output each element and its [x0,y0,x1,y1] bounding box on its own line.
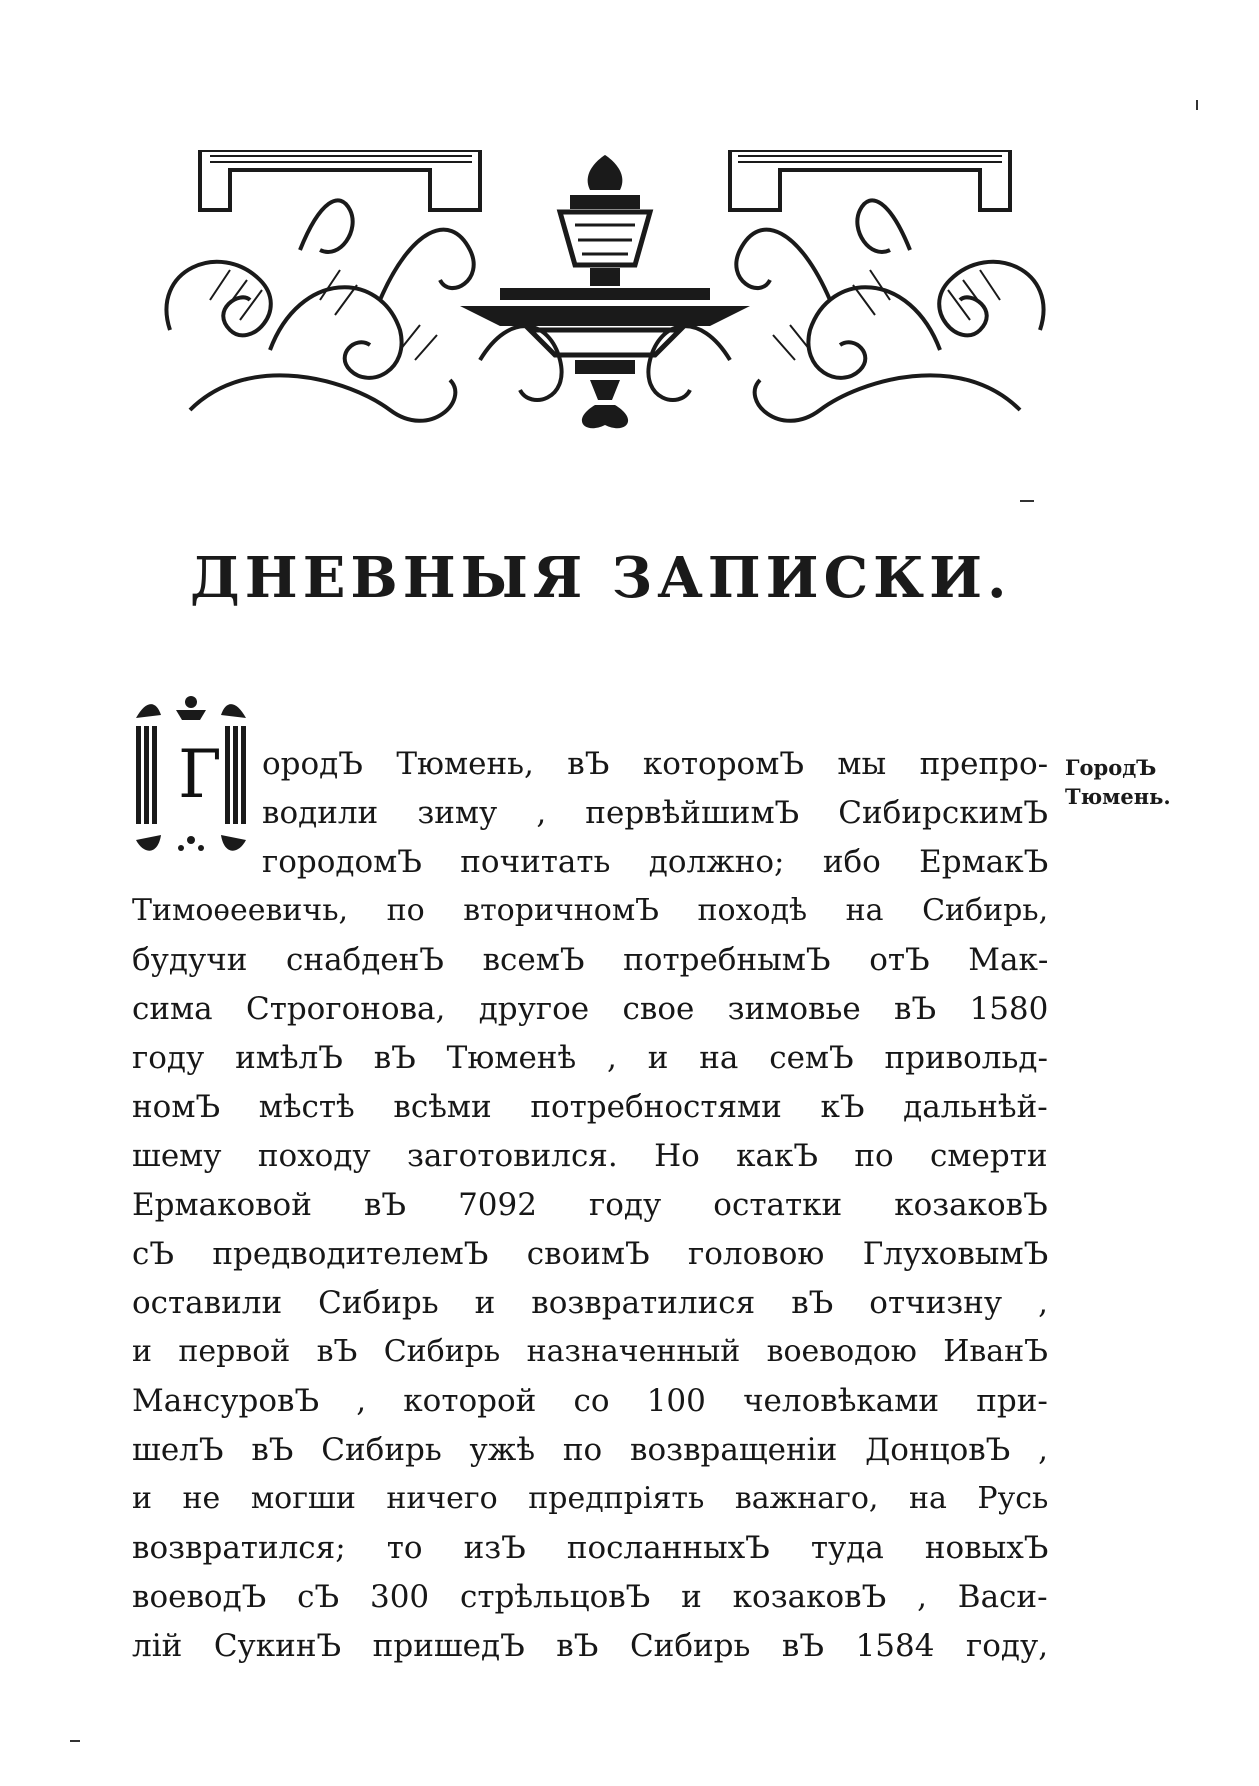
drop-initial-letter: Г [178,736,222,813]
text-line: лiй СукинЪ пришедЪ вЪ Сибирь вЪ 1584 году, [132,1628,1049,1664]
text-line: номЪ мѣстѣ всѣми потребностями кЪ дальнѣй- [132,1089,1048,1125]
text-line: Тимоѳеевичь, по вторичномЪ походѣ на Сибирь, [132,893,1049,928]
text-line: ородЪ Тюмень, вЪ которомЪ мы препро- [262,746,1049,782]
margin-note-line-1: ГородЪ [1065,755,1157,780]
page-heading: ДНЕВНЫЯ ЗАПИСКИ. [190,545,1012,611]
text-line: оставили Сибирь и возвратилися вЪ отчизну , [132,1285,1048,1321]
text-line: и первой вЪ Сибирь назначенный воеводою ИванЪ [132,1334,1049,1369]
margin-note-line-2: Тюмень. [1065,784,1171,809]
text-line: возвратился; то изЪ посланныхЪ туда новыхЪ [132,1530,1049,1566]
text-line: водили зиму , первѣйшимЪ СибирскимЪ [262,795,1048,831]
ornamental-headpiece [150,150,1060,440]
text-line: городомЪ почитать должно; ибо ЕрмакЪ [262,844,1049,880]
scan-speck [1020,500,1034,502]
scan-speck [1196,100,1198,110]
text-line: году имѣлЪ вЪ Тюменѣ , и на семЪ привольд- [132,1040,1048,1076]
text-line: шелЪ вЪ Сибирь ужѣ по возвращенiи ДонцовЪ , [132,1432,1049,1468]
text-line: воеводЪ сЪ 300 стрѣльцовЪ и козаковЪ , Васи- [132,1579,1048,1615]
text-line: Ермаковой вЪ 7092 году остатки козаковЪ [132,1187,1048,1223]
text-line: МансуровЪ , которой со 100 человѣками при- [132,1383,1048,1419]
scan-speck [70,1740,80,1742]
text-line: будучи снабденЪ всемЪ потребнымЪ отЪ Мак- [132,942,1049,978]
text-line: сима Строгонова, другое свое зимовье вЪ 1580 [132,991,1049,1027]
text-line: шему походу заготовился. Но какЪ по смерти [132,1138,1048,1174]
text-line: сЪ предводителемЪ своимЪ головою ГлуховымЪ [132,1236,1049,1272]
text-line: и не могши ничего предпрiять важнаго, на Русь [132,1481,1049,1516]
